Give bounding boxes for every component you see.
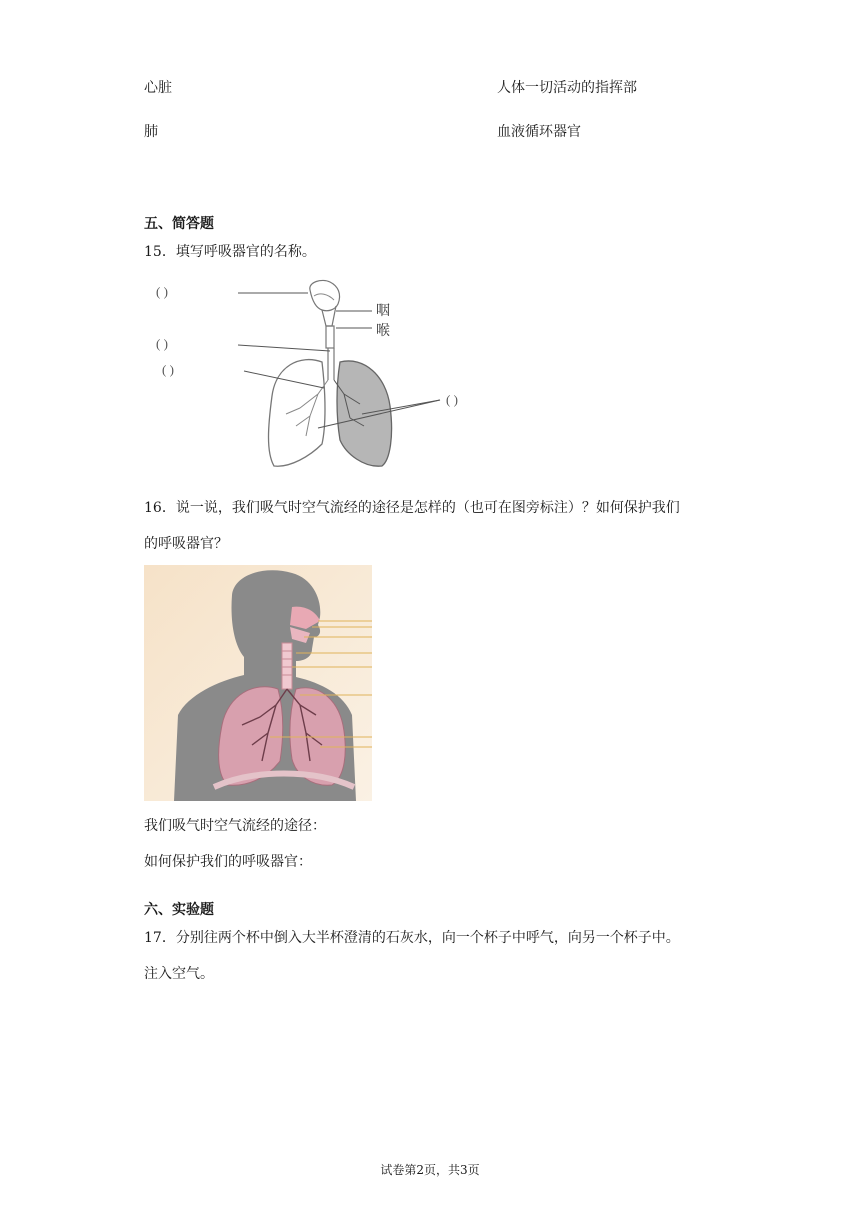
answer-protect-organs: 如何保护我们的呼吸器官：: [144, 854, 312, 870]
question-17-line2: 注入空气。: [144, 966, 214, 982]
section-heading-6: 六、实验题: [144, 902, 214, 918]
match-right-circulation: 血液循环器官: [497, 124, 581, 140]
question-16-line2: 的呼吸器官？: [144, 536, 228, 552]
respiratory-diagram-svg: [150, 276, 550, 472]
section-heading-5: 五、简答题: [144, 216, 214, 232]
anatomy-illustration: [144, 565, 372, 801]
label-pharynx: 咽: [376, 303, 390, 319]
blank-trachea[interactable]: ( ): [156, 336, 168, 351]
blank-nose[interactable]: ( ): [156, 284, 168, 299]
match-left-lung: 肺: [144, 124, 158, 140]
respiratory-diagram: [150, 276, 550, 472]
question-16-line1: 16．说一说，我们吸气时空气流经的途径是怎样的（也可在图旁标注）？如何保护我们: [144, 500, 680, 516]
blank-lungs[interactable]: ( ): [446, 392, 458, 407]
match-right-brain: 人体一切活动的指挥部: [497, 80, 637, 96]
anatomy-illustration-svg: [144, 565, 372, 801]
page-footer: 试卷第2页，共3页: [380, 1163, 480, 1177]
question-15: 15．填写呼吸器官的名称。: [144, 244, 316, 260]
answer-airflow-path: 我们吸气时空气流经的途径：: [144, 818, 326, 834]
match-left-heart: 心脏: [144, 80, 172, 96]
label-larynx: 喉: [376, 323, 390, 339]
blank-bronchi[interactable]: ( ): [162, 362, 174, 377]
question-17-line1: 17．分别往两个杯中倒入大半杯澄清的石灰水，向一个杯子中呼气，向另一个杯子中。: [144, 930, 680, 946]
